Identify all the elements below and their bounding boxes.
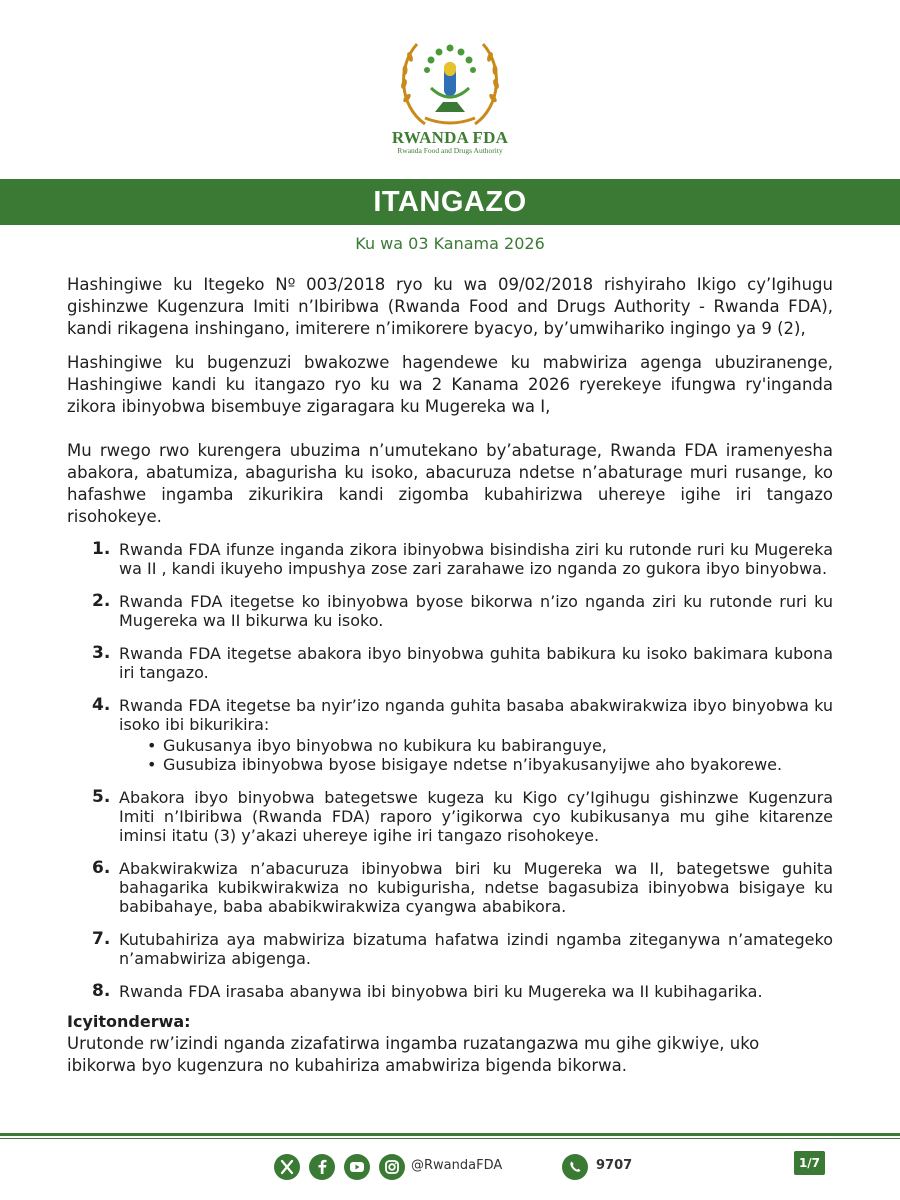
item-number: 1.	[92, 539, 111, 559]
list-item	[67, 982, 833, 1001]
announcement-body	[67, 274, 833, 1077]
intro-paragraph-3: Mu rwego rwo kurengera ubuzima n’umutekano by’abaturage, Rwanda FDA iramenyesha abakora, abatumiza, abagurisha ku isoko, abacuruza ndetse n’abaturage muri rusange, ko hafashwe ingamba zikurikira kandi zigomba kubahirizwa uhereye igihe iri tangazo risohokeye.	[67, 441, 833, 526]
instagram-icon[interactable]	[379, 1154, 405, 1180]
social-handle[interactable]: @RwandaFDA	[411, 1158, 503, 1173]
sub-bullet-item: • Gusubiza ibinyobwa byose bisigaye ndetse n’ibyakusanyijwe aho byakorewe.	[147, 755, 783, 774]
note-text: Urutonde rw’izindi nganda zizafatirwa ingamba ruzatangazwa mu gihe gikwiye, uko ibikorwa byo kugenzura no kubahiriza amabwiriza bigenda bikorwa.	[67, 1034, 760, 1075]
org-name: RWANDA FDA	[391, 128, 509, 147]
intro-paragraph-2: Hashingiwe ku bugenzuzi bwakozwe hagendewe ku mabwiriza agenga ubuziranenge, Hashingiwe kandi ku itangazo ryo ku wa 2 Kanama 2026 ryerekeye ifungwa ry'inganda zikora ibinyobwa bisembuye zigaragara ku Mugereka wa I,	[67, 353, 833, 416]
item-number: 4.	[92, 695, 111, 715]
intro-paragraph-1: Hashingiwe ku Itegeko Nº 003/2018 ryo ku wa 09/02/2018 rishyiraho Ikigo cy’Igihugu gishinzwe Kugenzura Imiti n’Ibiribwa (Rwanda Food and Drugs Authority - Rwanda FDA), kandi rikagena inshingano, imiterere n’imikorere byacyo, by’umwihariko ingingo ya 9 (2),	[67, 275, 833, 338]
phone-icon[interactable]	[562, 1154, 588, 1180]
item-text: Abakwirakwiza n’abacuruza ibinyobwa biri ku Mugereka wa II, bategetswe guhita bahagarika kubikwirakwiza no kubigurisha, ndetse bagasubiza ibinyobwa bisigaye ku babibahaye, baba ababikwirakwiza cyangwa ababikora.	[119, 859, 833, 916]
page-title: ITANGAZO	[0, 179, 900, 225]
sub-bullet-item: • Gukusanya ibyo binyobwa no kubikura ku babiranguye,	[147, 736, 607, 755]
item-text: Kutubahiriza aya mabwiriza bizatuma hafatwa izindi ngamba ziteganywa n’amategeko n’amabwiriza abigenga.	[119, 930, 833, 968]
list-item	[67, 540, 833, 578]
rwanda-fda-logo	[395, 36, 505, 132]
item-number: 8.	[92, 981, 111, 1001]
note-title: Icyitonderwa:	[67, 1012, 191, 1031]
page-number: 1/7	[794, 1151, 825, 1175]
item-text: Rwanda FDA itegetse ba nyir’izo nganda guhita basaba abakwirakwiza ibyo binyobwa ku isoko ibi bikurikira:	[119, 696, 833, 734]
footer-divider-thin	[0, 1138, 900, 1139]
item-number: 3.	[92, 643, 111, 663]
list-item	[67, 696, 833, 774]
sub-bullet-text: Gusubiza ibinyobwa byose bisigaye ndetse n’ibyakusanyijwe aho byakorewe.	[163, 755, 783, 774]
list-item	[67, 788, 833, 845]
item-text: Rwanda FDA irasaba abanywa ibi binyobwa biri ku Mugereka wa II kubihagarika.	[119, 982, 763, 1001]
x-icon[interactable]	[274, 1154, 300, 1180]
announcement-date: Ku wa 03 Kanama 2026	[355, 234, 545, 253]
list-item	[67, 859, 833, 916]
sub-bullet-list	[119, 736, 833, 774]
footer-divider	[0, 1133, 900, 1136]
hotline-number[interactable]: 9707	[596, 1158, 633, 1173]
item-text: Abakora ibyo binyobwa bategetswe kugeza ku Kigo cy’Igihugu gishinzwe Kugenzura Imiti n’Ibiribwa (Rwanda FDA) raporo y’igikorwa cyo kubikusanya mu gihe kitarenze iminsi itatu (3) y’akazi uhereye igihe iri tangazo risohokeye.	[119, 788, 833, 845]
org-full-name: Rwanda Food and Drugs Authority	[397, 146, 503, 155]
item-number: 7.	[92, 929, 111, 949]
item-number: 2.	[92, 591, 111, 611]
list-item	[67, 644, 833, 682]
item-number: 5.	[92, 787, 111, 807]
item-text: Rwanda FDA itegetse abakora ibyo binyobwa guhita babikura ku isoko bakimara kubona iri tangazo.	[119, 644, 833, 682]
item-text: Rwanda FDA ifunze inganda zikora ibinyobwa bisindisha ziri ku rutonde ruri ku Mugereka wa II , kandi ikuyeho impushya zose zari zarahawe izo nganda zo gukora ibyo binyobwa.	[119, 540, 833, 578]
youtube-icon[interactable]	[344, 1154, 370, 1180]
measures-list	[67, 540, 833, 1001]
item-number: 6.	[92, 858, 111, 878]
list-item	[67, 592, 833, 630]
sub-bullet-text: Gukusanya ibyo binyobwa no kubikura ku babiranguye,	[163, 736, 607, 755]
item-text: Rwanda FDA itegetse ko ibinyobwa byose bikorwa n’izo nganda ziri ku rutonde ruri ku Mugereka wa II bikurwa ku isoko.	[119, 592, 833, 630]
facebook-icon[interactable]	[309, 1154, 335, 1180]
list-item	[67, 930, 833, 968]
